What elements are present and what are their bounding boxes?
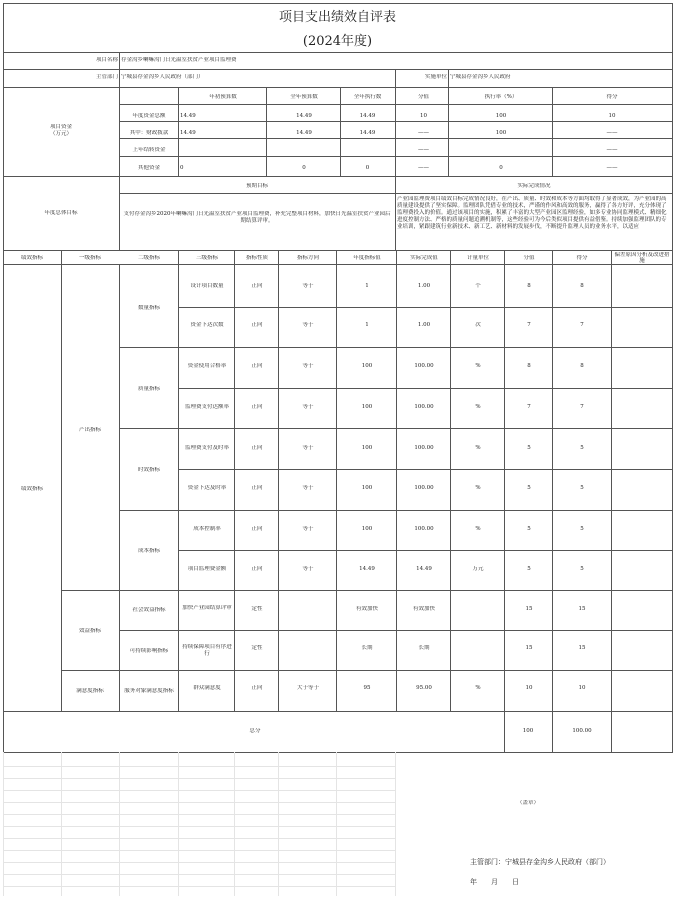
- indicator-actual: 100.00: [414, 485, 434, 491]
- indicator-target: 100: [361, 363, 373, 369]
- grid-line: [119, 630, 178, 631]
- funds-header-cell: 年初预算数: [209, 94, 237, 100]
- indicator-dir: 等于: [302, 283, 314, 289]
- indicator-l3: 群众满意度: [193, 685, 221, 691]
- grid-line: [178, 752, 179, 896]
- grid-line: [119, 121, 673, 122]
- sustain-indicator-label: 可持续影响指标: [129, 648, 169, 654]
- indicator-unit: %: [475, 685, 481, 691]
- indicator-got: 8: [580, 283, 584, 289]
- indicator-score: 7: [527, 404, 531, 410]
- indicator-actual: 95.00: [416, 685, 432, 691]
- indicator-score: 5: [527, 526, 531, 532]
- indicator-target: 有效加快: [355, 606, 378, 612]
- effect-indicator-label: 效益指标: [78, 628, 101, 634]
- cost-indicator-label: 成本指标: [137, 548, 160, 554]
- indicator-target: 1: [365, 322, 369, 328]
- grid-line: [3, 711, 673, 712]
- indicator-nature: 定性: [251, 645, 263, 651]
- funds-cell: 100: [495, 113, 507, 119]
- indicator-l3: 资金下达及时率: [187, 485, 227, 491]
- grid-line: [61, 752, 62, 896]
- grid-line: [178, 469, 673, 470]
- funds-cell: 10: [608, 113, 616, 119]
- indicator-got: 15: [578, 606, 586, 612]
- indicator-dir: 等于: [302, 485, 314, 491]
- funds-row-label: 其中：财政拨款: [129, 130, 169, 136]
- indicator-dir: 等于: [302, 566, 314, 572]
- indicator-got: 8: [580, 363, 584, 369]
- indicator-nature: 正向: [251, 685, 263, 691]
- indicator-target: 100: [361, 445, 373, 451]
- grid-line: [336, 752, 337, 896]
- indicator-dir: 等于: [302, 322, 314, 328]
- grid-line: [3, 264, 673, 265]
- indicator-got: 7: [580, 404, 584, 410]
- page-title: 项目支出绩效自评表: [278, 10, 396, 25]
- indicator-target: 100: [361, 526, 373, 532]
- indicator-header-cell: 一级指标: [78, 255, 101, 261]
- indicator-header-cell: 得分: [576, 255, 588, 261]
- indicator-nature: 正向: [251, 283, 263, 289]
- funds-cell: 14.49: [296, 113, 312, 119]
- indicator-unit: %: [475, 445, 481, 451]
- funds-cell: 14.49: [180, 113, 196, 119]
- indicator-actual: 100.00: [414, 363, 434, 369]
- grid-line: [3, 3, 4, 752]
- indicator-got: 5: [580, 445, 584, 451]
- indicator-target: 95: [363, 685, 371, 691]
- actual-result-text: 产业园监理费项目绩效目标完成情况良好，在产出、质量、时效和成本等方面均取得了显著成效，为产业园的高质量建设提供了坚实保障。监理团队凭借专业的技术，严谨的作风和高效的服务，赢得了各方好评，充分体现了监理费投入的价值。通过该项目的实施，积累了丰富的大型产业园区监理经验，如多专业协同监理模式、精细化进度控制方法、严格的质量问题追溯机制等，这些经验可为今后类似项目提供有益借鉴。持续加强监理团队的专业培训，紧跟建筑行业新技术、新工艺、新材料的发展步伐，不断提升监理人员的业务水平，以适应: [397, 196, 667, 230]
- funds-cell: 0: [180, 165, 184, 171]
- indicator-score: 7: [527, 322, 531, 328]
- grid-line: [178, 510, 673, 511]
- indicator-got: 5: [580, 526, 584, 532]
- indicator-nature: 正向: [251, 526, 263, 532]
- total-score: 100: [522, 728, 534, 734]
- funds-row-label: 年度资金总额: [132, 113, 166, 119]
- indicator-target: 长期: [361, 645, 373, 651]
- footer-date: 年 月 日: [470, 878, 519, 886]
- indicator-target: 1: [365, 283, 369, 289]
- grid-line: [3, 250, 673, 251]
- grid-line: [178, 670, 673, 671]
- indicator-l3: 成本控制率: [193, 526, 221, 532]
- indicator-actual: 长期: [418, 645, 430, 651]
- satisfaction-indicator-label: 满意度指标: [76, 688, 104, 694]
- indicator-header-cell: 实际完成值: [410, 255, 438, 261]
- grid-line: [61, 670, 178, 671]
- indicator-l3: 监理费支付达额率: [184, 404, 229, 410]
- grid-line: [119, 264, 120, 711]
- funds-cell: 14.49: [359, 113, 376, 119]
- indicator-header-cell: 年度指标值: [353, 255, 381, 261]
- indicator-got: 5: [580, 485, 584, 491]
- grid-line: [119, 752, 120, 896]
- funds-cell: 14.49: [180, 130, 196, 136]
- grid-line: [611, 250, 612, 752]
- indicator-header-cell: 分值: [523, 255, 535, 261]
- actual-result-header: 实际完成情况: [517, 183, 551, 189]
- grid-line: [178, 550, 673, 551]
- grid-line: [504, 250, 505, 752]
- indicator-header-cell: 二级指标: [137, 255, 160, 261]
- grid-line: [395, 87, 396, 176]
- grid-line: [3, 176, 673, 177]
- indicator-got: 15: [578, 645, 586, 651]
- indicator-l3: 加快产业园结算评审: [182, 605, 232, 611]
- grid-line: [3, 87, 673, 88]
- funds-cell: 0: [302, 165, 306, 171]
- indicator-l3: 项目监理费金额: [187, 566, 227, 572]
- indicator-unit: %: [475, 404, 481, 410]
- indicator-l3: 资金使用合格率: [187, 363, 227, 369]
- grid-line: [178, 250, 179, 711]
- grid-line: [178, 307, 673, 308]
- quality-indicator-label: 质量指标: [137, 386, 160, 392]
- grid-line: [3, 52, 673, 53]
- expected-goal-text: 支付存金沟乡2020年喇嘛沟门日光温室扶贫产业项目监理费，补充完整项目材料，加快日光温室扶贫产业园后期结算评审。: [123, 211, 391, 224]
- indicator-unit: 万元: [472, 566, 484, 572]
- funds-header-cell: 执行率（%）: [484, 94, 518, 100]
- grid-line: [119, 428, 178, 429]
- impl-unit-label: 实施单位: [424, 74, 447, 80]
- indicator-score: 5: [527, 566, 531, 572]
- indicator-got: 7: [580, 322, 584, 328]
- indicator-score: 8: [527, 363, 531, 369]
- perf-indicator-label: 绩效指标: [20, 486, 43, 492]
- funds-cell: ——: [606, 147, 618, 153]
- indicator-got: 5: [580, 566, 584, 572]
- grid-line: [119, 138, 673, 139]
- social-indicator-label: 社会效益指标: [132, 607, 166, 613]
- funds-header-cell: 全年执行数: [353, 94, 382, 100]
- indicator-score: 8: [527, 283, 531, 289]
- dept-label: 主管部门: [95, 74, 118, 80]
- indicator-header-cell: 绩效指标: [20, 255, 43, 261]
- output-indicator-label: 产出指标: [78, 427, 101, 433]
- indicator-actual: 1.00: [417, 322, 431, 328]
- project-name-label: 项目名称: [95, 57, 118, 63]
- funds-cell: ——: [418, 130, 429, 136]
- indicator-nature: 正向: [251, 445, 263, 451]
- grid-line: [119, 510, 178, 511]
- goals-label: 年度总体目标: [44, 210, 78, 216]
- timeliness-indicator-label: 时效指标: [137, 467, 160, 473]
- grid-line: [448, 69, 449, 87]
- indicator-target: 14.49: [359, 566, 375, 572]
- total-label: 总分: [249, 728, 261, 734]
- grid-line: [336, 250, 337, 711]
- indicator-actual: 1.00: [417, 283, 431, 289]
- funds-row-label: 上年结转资金: [132, 147, 166, 153]
- grid-line: [178, 347, 673, 348]
- indicator-dir: 等于: [302, 363, 314, 369]
- grid-line: [234, 250, 235, 711]
- indicator-dir: 大于等于: [296, 685, 319, 691]
- quantity-indicator-label: 数量指标: [137, 305, 160, 311]
- indicator-score: 10: [525, 685, 533, 691]
- grid-line: [672, 3, 673, 752]
- grid-line: [396, 250, 397, 711]
- grid-line: [119, 104, 673, 105]
- page-subtitle: (2024年度): [302, 34, 373, 49]
- funds-header-cell: 全年预算数: [290, 94, 318, 100]
- indicator-actual: 100.00: [414, 526, 434, 532]
- grid-line: [178, 630, 673, 631]
- indicator-unit: 个: [475, 283, 481, 289]
- funds-header-cell: 得分: [606, 94, 618, 100]
- indicator-score: 15: [525, 645, 533, 651]
- expected-goal-header: 预期目标: [245, 183, 268, 189]
- indicator-header-cell: 三级指标: [195, 255, 218, 261]
- grid-line: [3, 3, 673, 4]
- grid-line: [178, 590, 673, 591]
- indicator-l3: 监理费支付及时率: [184, 445, 229, 451]
- indicator-actual: 100.00: [414, 404, 434, 410]
- grid-line: [278, 250, 279, 711]
- footer-dept: 主管部门：宁城县存金沟乡人民政府（部门）: [470, 858, 610, 866]
- indicator-target: 100: [361, 404, 373, 410]
- dept-value: 宁城县存金沟乡人民政府（部门）: [121, 74, 204, 80]
- indicator-nature: 正向: [251, 485, 263, 491]
- funds-cell: ——: [606, 165, 618, 171]
- indicator-actual: 100.00: [414, 445, 434, 451]
- indicator-header-cell: 指标方向: [296, 255, 319, 261]
- grid-line: [395, 752, 396, 896]
- indicator-header-cell: 偏差原因分析及改进措施: [614, 252, 670, 264]
- indicator-dir: 等于: [302, 445, 314, 451]
- indicator-score: 5: [527, 485, 531, 491]
- funds-cell: 14.49: [296, 130, 312, 136]
- grid-line: [278, 752, 279, 896]
- grid-line: [61, 250, 62, 711]
- grid-line: [178, 388, 673, 389]
- indicator-header-cell: 指标性质: [245, 255, 268, 261]
- funds-cell: ——: [418, 165, 429, 171]
- grid-line: [3, 752, 673, 753]
- grid-line: [3, 69, 673, 70]
- funds-cell: 14.49: [359, 130, 376, 136]
- service-indicator-label: 服务对象满意度指标: [124, 688, 174, 694]
- indicator-dir: 等于: [302, 526, 314, 532]
- funds-header-cell: 分值: [417, 94, 429, 100]
- funds-cell: 0: [499, 165, 503, 171]
- indicator-nature: 正向: [251, 404, 263, 410]
- indicator-unit: 次: [475, 322, 481, 328]
- impl-unit-value: 宁城县存金沟乡人民政府: [450, 74, 511, 80]
- funds-cell: ——: [418, 147, 429, 153]
- indicator-unit: %: [475, 526, 481, 532]
- indicator-actual: 有效加快: [412, 606, 435, 612]
- indicator-l3: 持续保障项目有序进行: [182, 644, 232, 657]
- indicator-l3: 设计项目数量: [190, 283, 224, 289]
- grid-line: [178, 428, 673, 429]
- indicator-nature: 正向: [251, 322, 263, 328]
- indicator-score: 15: [525, 606, 533, 612]
- funds-cell: ——: [606, 130, 618, 136]
- grid-line: [234, 752, 235, 896]
- indicator-actual: 14.49: [416, 566, 432, 572]
- grid-line: [119, 347, 178, 348]
- indicator-header-cell: 计量单位: [466, 255, 489, 261]
- indicator-score: 5: [527, 445, 531, 451]
- indicator-got: 10: [578, 685, 586, 691]
- indicator-nature: 定性: [251, 606, 263, 612]
- funds-label: 项目资金 （万元）: [49, 124, 72, 137]
- indicator-l3: 资金下达次数: [190, 322, 224, 328]
- indicator-target: 100: [361, 485, 373, 491]
- grid-line: [61, 590, 178, 591]
- total-got: 100.00: [572, 728, 592, 734]
- indicator-unit: %: [475, 485, 481, 491]
- grid-line: [119, 193, 673, 194]
- funds-row-label: 其他资金: [137, 165, 160, 171]
- funds-cell: 100: [495, 130, 507, 136]
- indicator-nature: 正向: [251, 566, 263, 572]
- grid-line: [3, 752, 4, 896]
- grid-line: [450, 250, 451, 711]
- grid-line: [119, 156, 673, 157]
- funds-cell: 0: [365, 165, 370, 171]
- indicator-nature: 正向: [251, 363, 263, 369]
- funds-cell: 10: [420, 113, 427, 119]
- project-name-value: 存金沟乡喇嘛沟门日光温室扶贫产业项目监理费: [121, 57, 237, 63]
- indicator-unit: %: [475, 363, 481, 369]
- seal-text: （盖章）: [516, 800, 539, 806]
- indicator-dir: 等于: [302, 404, 314, 410]
